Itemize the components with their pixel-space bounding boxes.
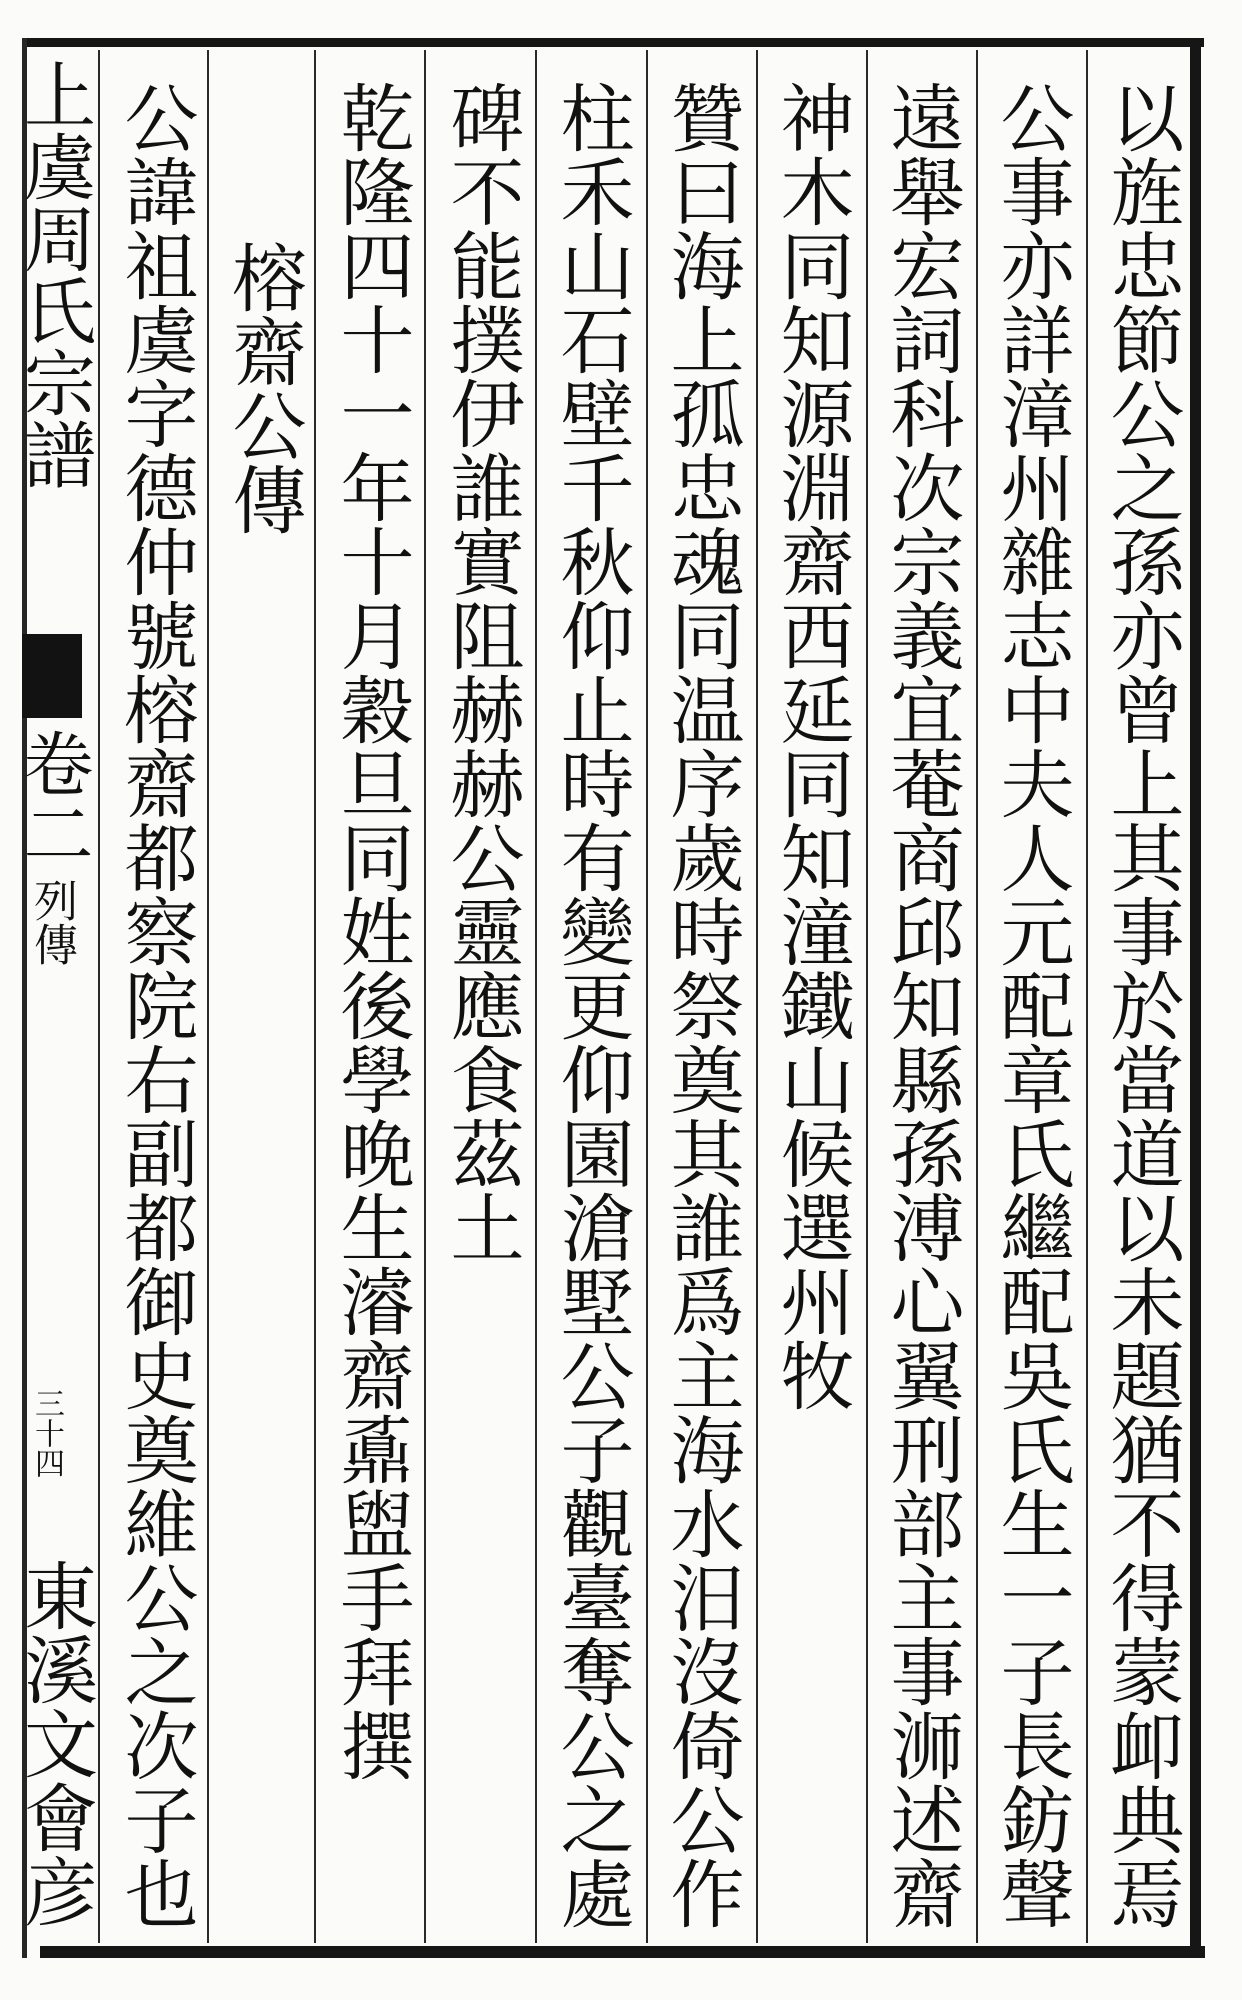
page-margin-column [12, 58, 98, 1946]
frame-right-border [1190, 38, 1201, 1958]
frame-top-border [22, 38, 1204, 47]
black-fishtail-block [22, 634, 82, 718]
text-column-4: 神木同知源淵齋西延同知潼鐵山候選州牧 [768, 80, 855, 1412]
text-column-7: 碑不能撲伊誰實阻赫赫公靈應食茲土 [438, 80, 525, 1264]
frame-bottom-border [40, 1946, 1205, 1958]
column-rule [98, 50, 100, 1943]
column-rule [976, 50, 978, 1943]
column-rule [314, 50, 316, 1943]
text-column-1: 以旌忠節公之孫亦曾上其事於當道以未題猶不得蒙卹典焉 [1098, 80, 1185, 1930]
column-rule [866, 50, 868, 1943]
text-column-10: 公諱祖虞字德仲號榕齋都察院右副都御史奠維公之次子也 [112, 80, 199, 1930]
genealogy-title: 上虞周氏宗譜 [12, 58, 96, 490]
text-column-6: 柱禾山石壁千秋仰止時有變更仰園滄墅公子觀臺奪公之處 [548, 80, 635, 1930]
section-heading: 榕齋公傳 [220, 240, 307, 536]
text-column-5: 贊曰海上孤忠魂同温序歲時祭奠其誰爲主海水汨沒倚公作 [658, 80, 745, 1930]
section-type-label: 列傳 [26, 878, 77, 966]
column-rule [535, 50, 537, 1943]
text-column-8: 乾隆四十一年十月穀旦同姓後學晚生濬齋鼒盥手拜撰 [328, 80, 415, 1782]
column-rule [1086, 50, 1088, 1943]
column-rule [424, 50, 426, 1943]
column-rule [207, 50, 209, 1943]
page-number: 三十四 [29, 1388, 64, 1478]
publisher-label: 東溪文會彦 [12, 1558, 98, 1928]
text-column-2: 公事亦詳漳州雜志中夫人元配章氏繼配吳氏生一子長鈁聲 [988, 80, 1075, 1930]
column-rule [646, 50, 648, 1943]
volume-label: 卷二 [12, 728, 94, 868]
text-column-3: 遠舉宏詞科次宗義宜菴商邱知縣孫溥心翼刑部主事浉述齋 [878, 80, 965, 1930]
column-rule [756, 50, 758, 1943]
